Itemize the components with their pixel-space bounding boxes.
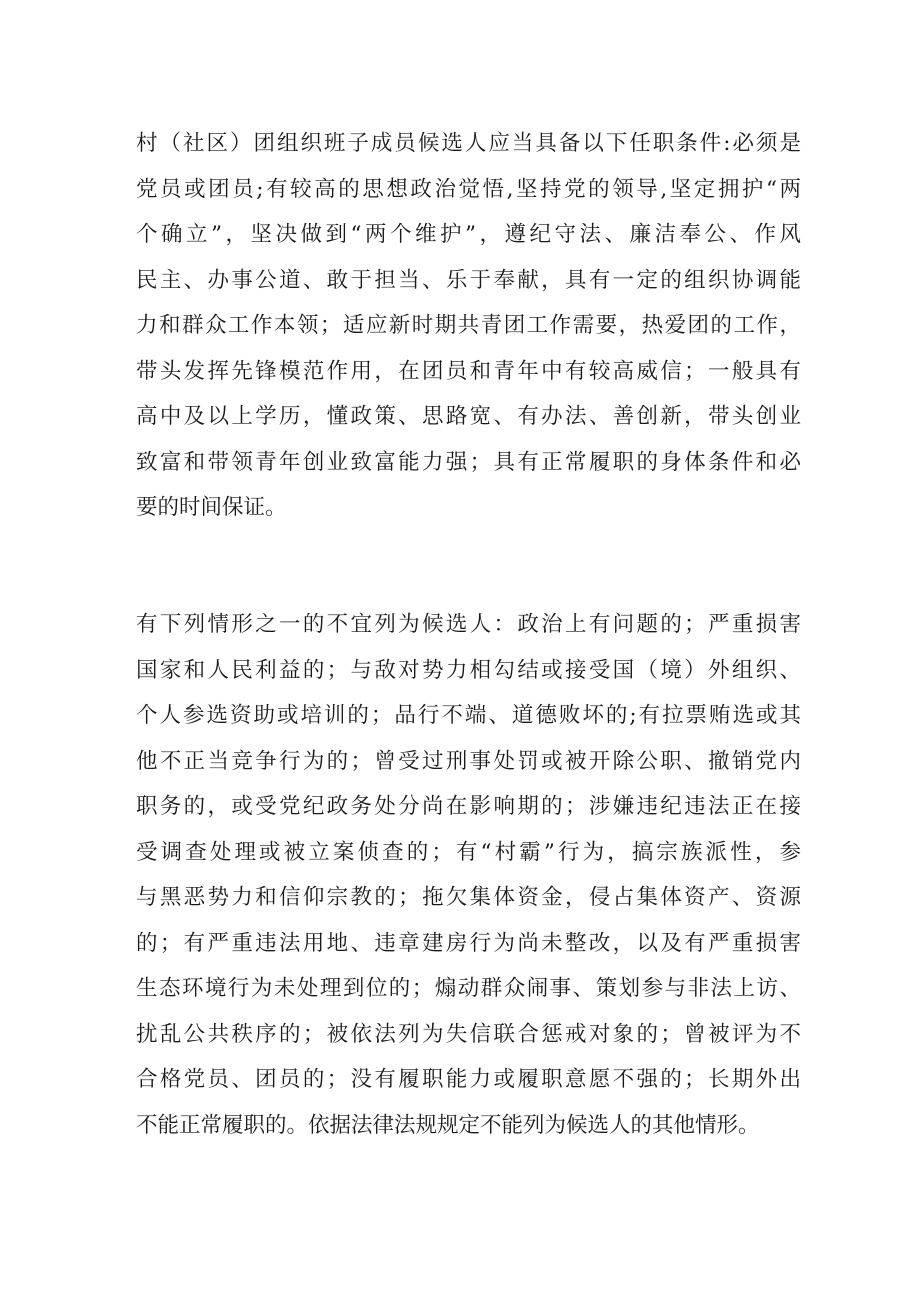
text-line: 国家和人民利益的；与敌对势力相勾结或接受国（境）外组织、 bbox=[136, 657, 801, 683]
text-line: 村（社区）团组织班子成员候选人应当具备以下任职条件:必须是 bbox=[136, 131, 801, 156]
text-line: 合格党员、团员的；没有履职能力或履职意愿不强的；长期外出 bbox=[136, 1067, 801, 1092]
text-line: 受调查处理或被立案侦查的；有“村霸”行为，搞宗族派性，参 bbox=[136, 839, 801, 865]
text-line: 力和群众工作本领；适应新时期共青团工作需要，热爱团的工作， bbox=[136, 313, 801, 338]
text-line: 有下列情形之一的不宜列为候选人：政治上有问题的；严重损害 bbox=[136, 612, 801, 637]
paragraph-candidate-qualifications bbox=[136, 121, 801, 531]
text-line: 与黑恶势力和信仰宗教的；拖欠集体资金，侵占集体资产、资源 bbox=[136, 885, 801, 910]
text-line: 带头发挥先锋模范作用，在团员和青年中有较高威信；一般具有 bbox=[136, 358, 801, 384]
text-line: 要的时间保证。 bbox=[136, 495, 287, 520]
text-line: 个确立”，坚决做到“两个维护”，遵纪守法、廉洁奉公、作风 bbox=[136, 222, 801, 247]
text-line: 高中及以上学历，懂政策、思路宽、有办法、善创新，带头创业 bbox=[136, 404, 801, 429]
text-line: 个人参选资助或培训的；品行不端、道德败坏的;有拉票贿选或其 bbox=[136, 703, 801, 728]
text-line: 职务的，或受党纪政务处分尚在影响期的；涉嫌违纪违法正在接 bbox=[136, 794, 801, 819]
text-line: 他不正当竞争行为的；曾受过刑事处罚或被开除公职、撤销党内 bbox=[136, 748, 801, 774]
text-line: 致富和带领青年创业致富能力强；具有正常履职的身体条件和必 bbox=[136, 449, 801, 475]
text-line: 的；有严重违法用地、违章建房行为尚未整改，以及有严重损害 bbox=[136, 930, 801, 956]
text-line: 扰乱公共秩序的；被依法列为失信联合惩戒对象的；曾被评为不 bbox=[136, 1021, 801, 1047]
paragraph-disqualifying-conditions bbox=[136, 602, 801, 1148]
text-line: 党员或团员;有较高的思想政治觉悟,坚持党的领导,坚定拥护“两 bbox=[136, 176, 801, 202]
text-line: 生态环境行为未处理到位的；煽动群众闹事、策划参与非法上访、 bbox=[136, 976, 801, 1001]
text-line: 不能正常履职的。依据法律法规规定不能列为候选人的其他情形。 bbox=[136, 1112, 760, 1138]
text-line: 民主、办事公道、敢于担当、乐于奉献，具有一定的组织协调能 bbox=[136, 267, 801, 293]
